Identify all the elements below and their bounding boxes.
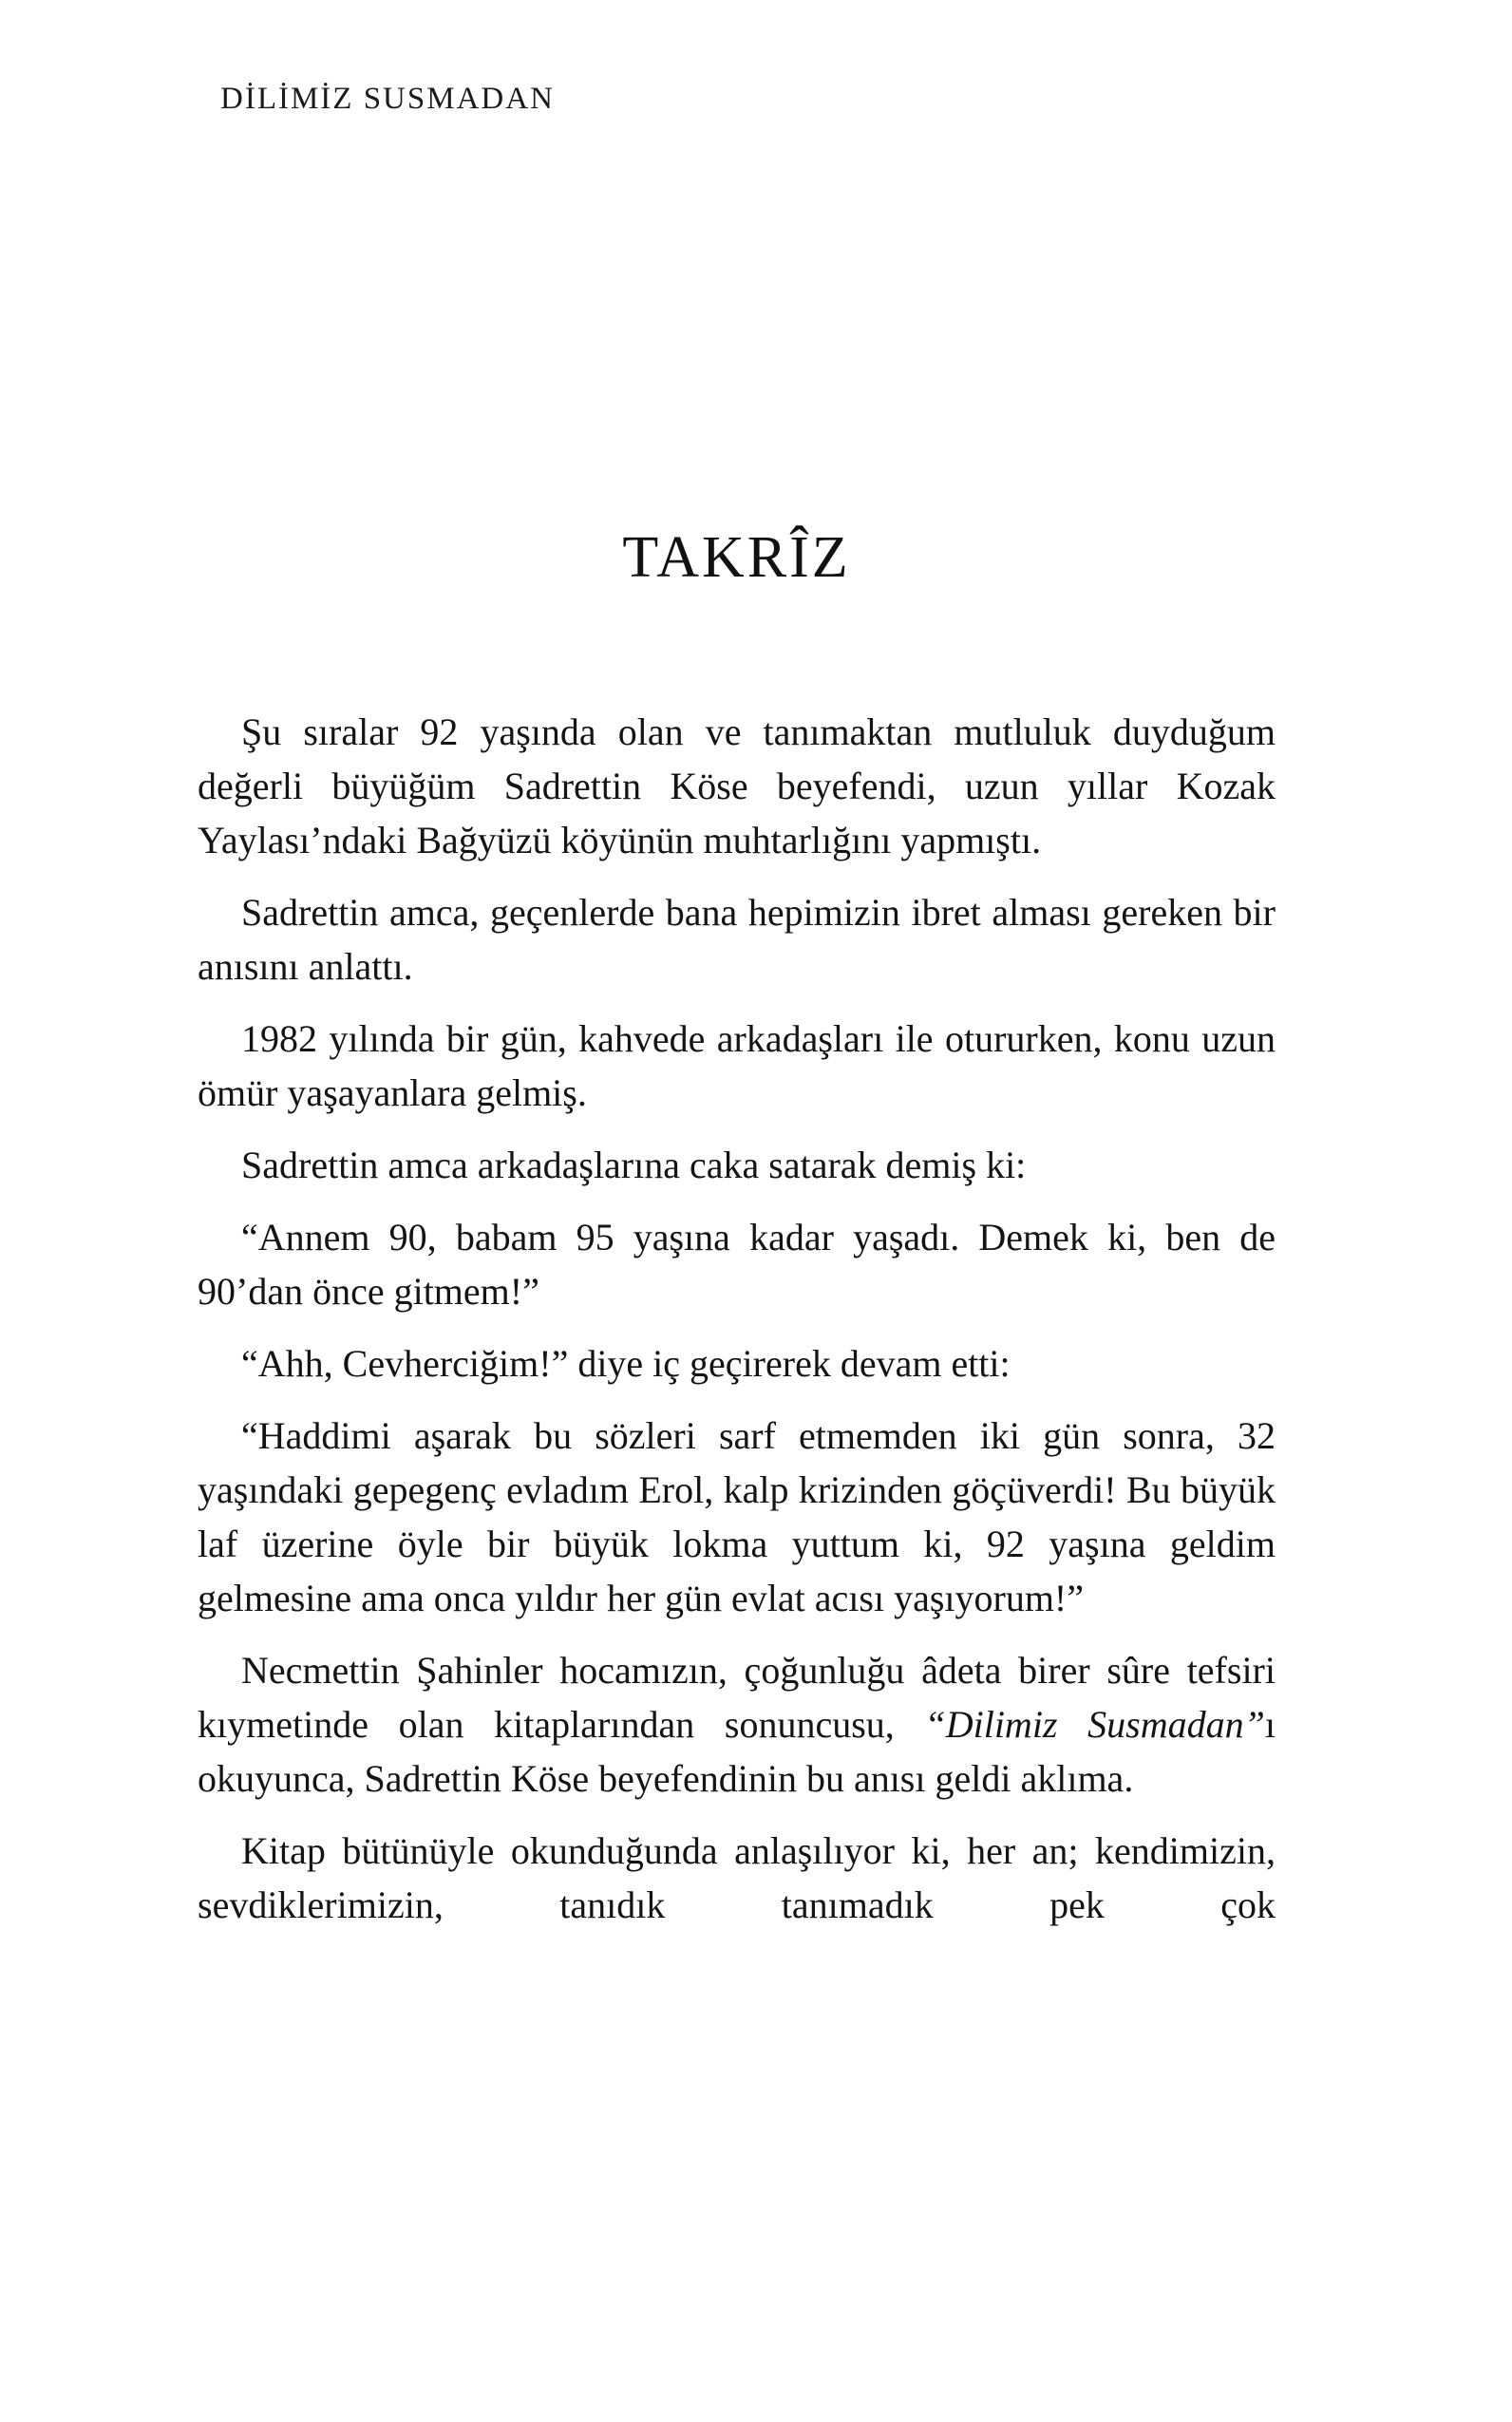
paragraph xyxy=(198,1138,1276,1192)
paragraph xyxy=(198,1824,1276,1932)
text-run: Sadrettin amca arkadaşlarına caka satarak demiş ki: xyxy=(241,1144,1027,1186)
paragraph xyxy=(198,1409,1276,1625)
paragraph xyxy=(198,705,1276,867)
body-text xyxy=(198,705,1276,1950)
italic-run: “Dilimiz Susmadan” xyxy=(924,1703,1265,1746)
paragraph xyxy=(198,1336,1276,1391)
text-run: Kitap bütünüyle okunduğunda anlaşılıyor ki, her an; kendimizin, sevdiklerimizin, tanıdık tanımadık pek çok xyxy=(198,1829,1276,1926)
text-run: Necmettin Şahinler hocamızın, çoğunluğu âdeta birer sûre tefsiri kıymetinde olan kitaplarından sonuncusu, xyxy=(198,1649,1276,1746)
text-run: Şu sıralar 92 yaşında olan ve tanımaktan mutluluk duyduğum değerli büyüğüm Sadrettin Köse beyefendi, uzun yıllar Kozak Yaylası’ndaki Bağyüzü köyünün muhtarlığını yapmıştı. xyxy=(198,710,1276,861)
text-run: ı okuyunca, Sadrettin Köse beyefendinin bu anısı geldi aklıma. xyxy=(198,1703,1276,1800)
chapter-title: TAKRÎZ xyxy=(622,525,851,590)
running-header: DİLİMİZ SUSMADAN xyxy=(220,82,555,116)
text-run: “Haddimi aşarak bu sözleri sarf etmemden iki gün sonra, 32 yaşındaki gepegenç evladım Erol, kalp krizinden göçüverdi! Bu büyük laf üzerine öyle bir büyük lokma yuttum ki, 92 yaşına geldim gelmesine ama onca yıldır her gün evlat acısı yaşıyorum!” xyxy=(198,1414,1276,1619)
text-run: “Ahh, Cevherciğim!” diye iç geçirerek devam etti: xyxy=(241,1342,1011,1385)
paragraph xyxy=(198,1643,1276,1806)
paragraph xyxy=(198,1210,1276,1318)
text-run: Sadrettin amca, geçenlerde bana hepimizin ibret alması gereken bir anısını anlattı. xyxy=(198,891,1276,988)
paragraph xyxy=(198,1012,1276,1120)
text-run: 1982 yılında bir gün, kahvede arkadaşları ile otururken, konu uzun ömür yaşayanlara gelmiş. xyxy=(198,1017,1276,1114)
paragraph xyxy=(198,885,1276,993)
text-run: “Annem 90, babam 95 yaşına kadar yaşadı. Demek ki, ben de 90’dan önce gitmem!” xyxy=(198,1216,1276,1313)
